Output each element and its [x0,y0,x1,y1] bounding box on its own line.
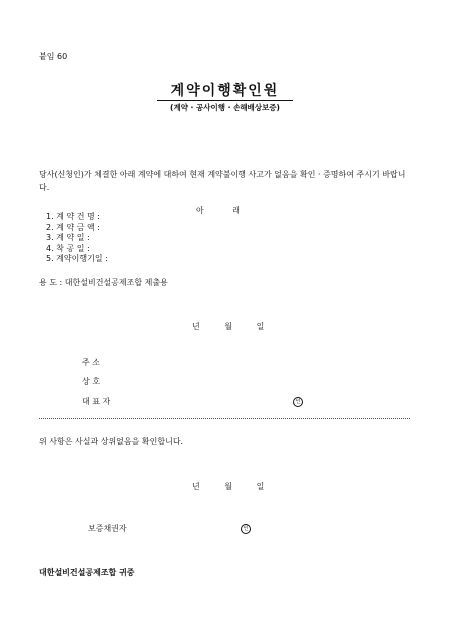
title-underline [157,100,293,101]
representative-label: 대 표 자 [82,397,111,406]
date-line-applicant [192,322,286,332]
seal-mark-guarantee: 인 [241,524,251,534]
heading-right: 래 [232,206,243,215]
date-day: 일 [256,482,265,491]
item-contract-date: 3. 계 약 일 : [46,233,90,242]
date-day: 일 [256,322,265,331]
address-row [82,358,122,368]
date-line-guarantee [192,482,286,492]
document-subtitle: (계약 · 공사이행 · 손해배상보증) [170,103,280,112]
representative-row [82,397,122,407]
confirm-statement: 위 사항은 사실과 상위없음을 확인합니다. [39,437,184,446]
company-row [82,377,122,387]
contract-items [46,212,108,265]
date-year: 년 [192,482,200,491]
address-label: 주 소 [82,358,100,367]
intro-paragraph: 당사(신청인)가 체결한 아래 계약에 대하여 현재 계약불이행 사고가 없음을 확인 · 증명하여 주시기 바랍니다. [39,170,406,192]
item-contract-name: 1. 계 약 건 명 : [46,212,100,221]
seal-mark-applicant: 인 [293,397,303,407]
date-year: 년 [192,322,200,331]
guarantee-creditor-label: 보증채권자 [88,524,127,533]
item-contract-amount: 2. 계 약 금 액 : [46,222,100,232]
date-month: 월 [224,322,233,331]
annex-label: 붙임 60 [39,52,68,61]
document-title: 계약이행확인원 [170,83,280,99]
usage-line: 용 도 : 대한설비건설공제조합 제출용 [39,278,168,287]
company-label: 상 호 [82,377,100,386]
dotted-divider [39,418,410,419]
item-start-date: 4. 착 공 일 : [46,243,90,253]
item-fulfillment-date: 5. 계약이행기일 : [46,254,108,263]
section-heading [196,206,242,216]
date-month: 월 [224,482,233,491]
recipient-footer: 대한설비건설공제조합 귀중 [39,568,135,577]
heading-left: 아 [196,206,206,215]
